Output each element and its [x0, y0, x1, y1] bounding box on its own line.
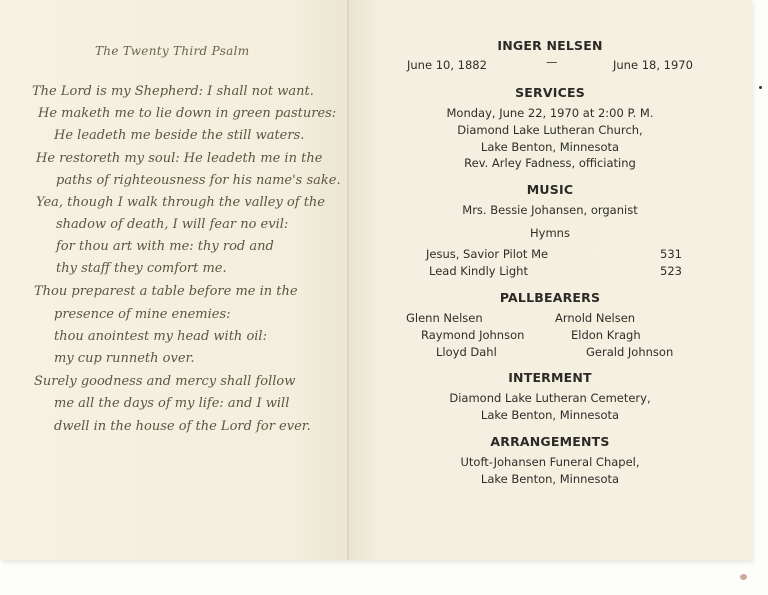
birth-date: June 10, 1882 [407, 58, 487, 72]
hymn-title: Lead Kindly Light [429, 264, 528, 278]
organist: Mrs. Bessie Johansen, organist [462, 203, 638, 217]
pallbearer-name: Arnold Nelsen [555, 311, 636, 325]
pallbearer-name: Gerald Johnson [586, 345, 674, 359]
deceased-name: INGER NELSEN [497, 38, 603, 53]
psalm-line: thou anointest my head with oil: [54, 329, 267, 344]
arrangements-heading: ARRANGEMENTS [490, 434, 610, 449]
services-line: Lake Benton, Minnesota [480, 140, 620, 154]
hymn-number: 531 [660, 247, 682, 261]
psalm-line: Thou preparest a table before me in the [34, 284, 298, 299]
interment-line: Diamond Lake Lutheran Cemetery, [449, 391, 651, 405]
services-line: Diamond Lake Lutheran Church, [457, 123, 643, 137]
pallbearer-name: Raymond Johnson [421, 328, 525, 342]
psalm-line: He restoreth my soul: He leadeth me in the [36, 151, 323, 166]
hymn-title: Jesus, Savior Pilot Me [426, 247, 549, 261]
interment-heading: INTERMENT [508, 370, 592, 385]
psalm-line: Surely goodness and mercy shall follow [34, 374, 296, 389]
psalm-line: me all the days of my life: and I will [54, 396, 290, 411]
psalm-line: He maketh me to lie down in green pastures: [38, 106, 337, 121]
psalm-line: paths of righteousness for his name's sake. [56, 173, 341, 188]
paper-speck [740, 574, 747, 580]
music-heading: MUSIC [526, 182, 574, 197]
psalm-line: The Lord is my Shepherd: I shall not want. [32, 84, 314, 99]
paper-speck [759, 86, 762, 89]
arrangements-line: Utoft-Johansen Funeral Chapel, [460, 455, 640, 469]
pallbearer-name: Glenn Nelsen [406, 311, 483, 325]
psalm-line: dwell in the house of the Lord for ever. [54, 419, 311, 434]
hymn-number: 523 [660, 264, 682, 278]
arrangements-line: Lake Benton, Minnesota [480, 472, 620, 486]
psalm-line: my cup runneth over. [54, 351, 195, 366]
services-line: Rev. Arley Fadness, officiating [464, 156, 636, 170]
psalm-line: shadow of death, I will fear no evil: [56, 217, 289, 232]
date-dash: — [546, 55, 558, 69]
psalm-line: presence of mine enemies: [54, 307, 231, 322]
psalm-title: The Twenty Third Psalm [95, 44, 250, 58]
interment-line: Lake Benton, Minnesota [480, 408, 620, 422]
services-heading: SERVICES [515, 85, 585, 100]
death-date: June 18, 1970 [613, 58, 693, 72]
pallbearer-name: Lloyd Dahl [436, 345, 497, 359]
hymns-heading: Hymns [530, 226, 570, 240]
pallbearer-name: Eldon Kragh [571, 328, 641, 342]
psalm-line: thy staff they comfort me. [56, 261, 227, 276]
pallbearers-heading: PALLBEARERS [499, 290, 601, 305]
psalm-line: He leadeth me beside the still waters. [54, 128, 305, 143]
psalm-line: for thou art with me: thy rod and [56, 239, 274, 254]
services-line: Monday, June 22, 1970 at 2:00 P. M. [446, 106, 654, 120]
psalm-line: Yea, though I walk through the valley of the [36, 195, 325, 210]
